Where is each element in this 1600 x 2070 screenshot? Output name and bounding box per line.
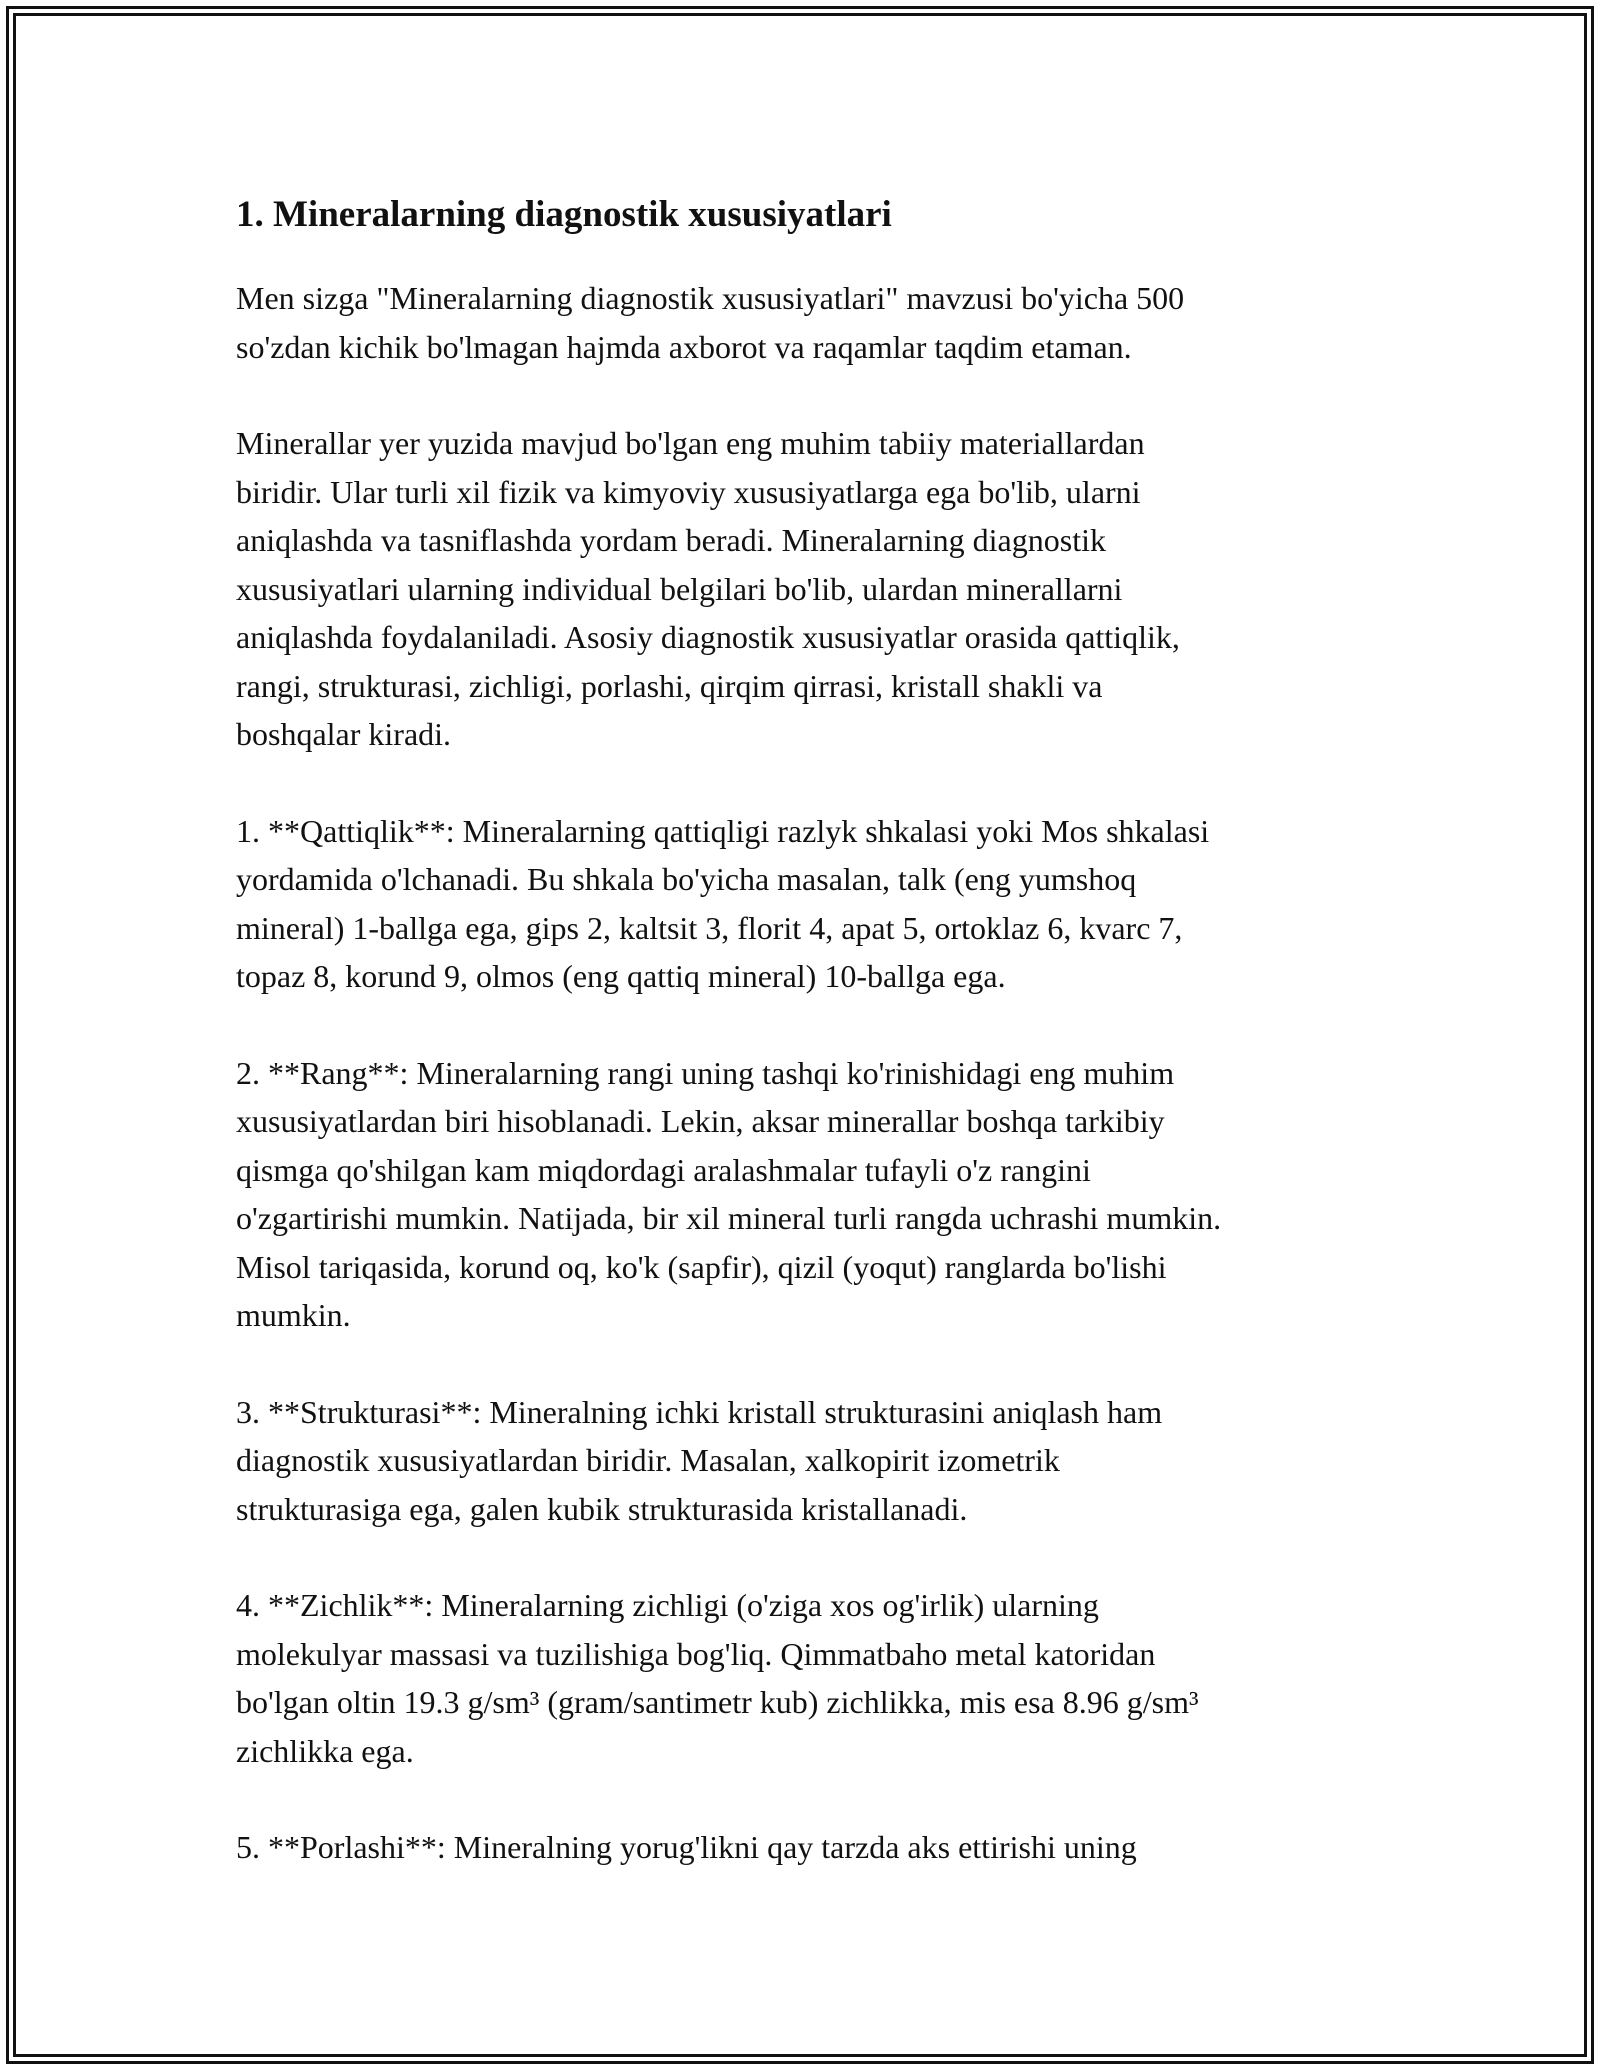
document-title: 1. Mineralarning diagnostik xususiyatlari bbox=[236, 194, 892, 235]
text-line: xususiyatlari ularning individual belgilari bo'lib, ulardan minerallarni bbox=[236, 570, 1123, 607]
text-line: bo'lgan oltin 19.3 g/sm³ (gram/santimetr kub) zichlikka, mis esa 8.96 g/sm³ bbox=[236, 1684, 1199, 1720]
text-line: rangi, strukturasi, zichligi, porlashi, qirqim qirrasi, kristall shakli va bbox=[236, 667, 1103, 704]
text-line: mineral) 1-ballga ega, gips 2, kaltsit 3, florit 4, apat 5, ortoklaz 6, kvarc 7, bbox=[236, 909, 1183, 946]
text-line: aniqlashda va tasniflashda yordam beradi. Mineralarning diagnostik bbox=[236, 522, 1106, 558]
text-line: topaz 8, korund 9, olmos (eng qattiq mineral) 10-ballga ega. bbox=[236, 958, 1006, 994]
text-line: xususiyatlardan biri hisoblanadi. Lekin, aksar minerallar boshqa tarkibiy bbox=[236, 1103, 1165, 1139]
text-line: 2. **Rang**: Mineralarning rangi uning tashqi ko'rinishidagi eng muhim bbox=[236, 1054, 1175, 1091]
paragraph bbox=[236, 419, 1376, 759]
text-line: biridir. Ular turli xil fizik va kimyoviy xususiyatlarga ega bo'lib, ularni bbox=[236, 473, 1141, 510]
text-line: Men sizga "Mineralarning diagnostik xususiyatlari" mavzusi bo'yicha 500 bbox=[236, 280, 1185, 316]
text-line: mumkin. bbox=[236, 1297, 351, 1333]
paragraph bbox=[236, 1388, 1376, 1534]
text-line: so'zdan kichik bo'lmagan hajmda axborot va raqamlar taqdim etaman. bbox=[236, 328, 1132, 365]
paragraph bbox=[236, 274, 1376, 371]
text-line: boshqalar kiradi. bbox=[236, 716, 452, 752]
text-line: qismga qo'shilgan kam miqdordagi aralashmalar tufayli o'z rangini bbox=[236, 1151, 1091, 1188]
text-line: Minerallar yer yuzida mavjud bo'lgan eng muhim tabiiy materiallardan bbox=[236, 425, 1145, 461]
document-page bbox=[236, 190, 1376, 1872]
text-line: strukturasiga ega, galen kubik strukturasida kristallanadi. bbox=[236, 1490, 968, 1527]
paragraph bbox=[236, 1581, 1376, 1775]
text-line: o'zgartirishi mumkin. Natijada, bir xil mineral turli rangda uchrashi mumkin. bbox=[236, 1200, 1222, 1236]
text-line: molekulyar massasi va tuzilishiga bog'liq. Qimmatbaho metal katoridan bbox=[236, 1635, 1156, 1672]
text-line: 4. **Zichlik**: Mineralarning zichligi (o'ziga xos og'irlik) ularning bbox=[236, 1587, 1099, 1623]
text-line: yordamida o'lchanadi. Bu shkala bo'yicha masalan, talk (eng yumshoq bbox=[236, 861, 1137, 897]
text-line: Misol tariqasida, korund oq, ko'k (sapfir), qizil (yoqut) ranglarda bo'lishi bbox=[236, 1248, 1167, 1285]
paragraph bbox=[236, 807, 1376, 1001]
text-line: diagnostik xususiyatlardan biridir. Masalan, xalkopirit izometrik bbox=[236, 1442, 1060, 1478]
text-line: 3. **Strukturasi**: Mineralning ichki kristall strukturasini aniqlash ham bbox=[236, 1393, 1163, 1430]
paragraph bbox=[236, 1823, 1376, 1872]
text-line: 5. **Porlashi**: Mineralning yorug'likni qay tarzda aks ettirishi uning bbox=[236, 1829, 1137, 1865]
text-line: 1. **Qattiqlik**: Mineralarning qattiqligi razlyk shkalasi yoki Mos shkalasi bbox=[236, 812, 1210, 849]
paragraph bbox=[236, 1049, 1376, 1340]
document-body bbox=[236, 274, 1376, 1872]
text-line: aniqlashda foydalaniladi. Asosiy diagnostik xususiyatlar orasida qattiqlik, bbox=[236, 619, 1180, 655]
text-line: zichlikka ega. bbox=[236, 1732, 414, 1769]
